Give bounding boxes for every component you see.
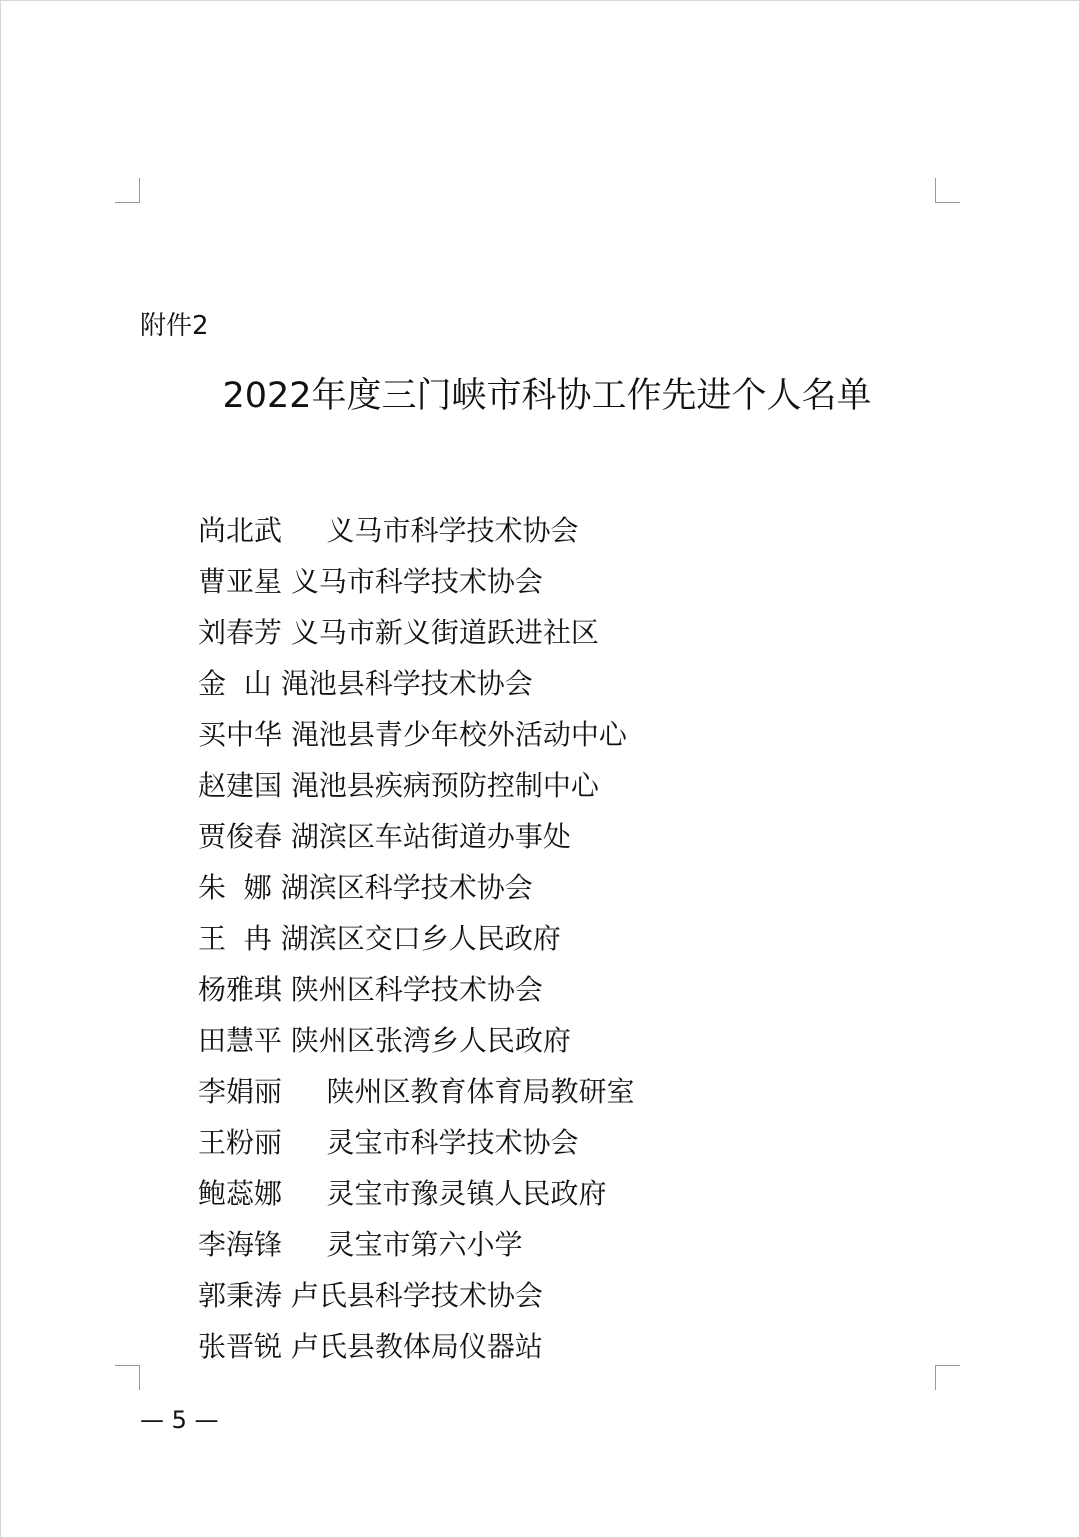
organization: 灵宝市科学技术协会 <box>326 1126 579 1159</box>
person-name: 曹亚星 <box>198 565 283 598</box>
separator <box>282 1270 291 1321</box>
list-item <box>198 1168 635 1219</box>
organization: 灵宝市第六小学 <box>326 1228 523 1261</box>
separator <box>282 1321 291 1372</box>
person-name: 贾俊春 <box>198 820 283 853</box>
separator <box>272 862 281 913</box>
list-item <box>198 862 635 913</box>
separator <box>282 964 291 1015</box>
list-item <box>198 964 635 1015</box>
list-item <box>198 556 635 607</box>
person-name: 李海锋 <box>198 1228 283 1261</box>
separator <box>282 709 291 760</box>
person-name: 朱 娜 <box>198 871 272 904</box>
separator <box>282 760 291 811</box>
person-name: 王 冉 <box>198 922 272 955</box>
organization: 渑池县疾病预防控制中心 <box>290 769 599 802</box>
organization: 卢氏县教体局仪器站 <box>290 1330 543 1363</box>
person-name: 赵建国 <box>198 769 283 802</box>
organization: 义马市科学技术协会 <box>290 565 543 598</box>
person-name: 王粉丽 <box>198 1126 283 1159</box>
crop-mark-top-left <box>115 178 140 203</box>
organization: 义马市新义街道跃进社区 <box>290 616 599 649</box>
list-item <box>198 811 635 862</box>
list-item <box>198 1117 635 1168</box>
person-name: 田慧平 <box>198 1024 283 1057</box>
person-name: 刘春芳 <box>198 616 283 649</box>
list-item <box>198 1066 635 1117</box>
person-name: 杨雅琪 <box>198 973 283 1006</box>
document-title: 2022年度三门峡市科协工作先进个人名单 <box>222 376 872 416</box>
separator <box>282 1168 327 1219</box>
list-item <box>198 913 635 964</box>
awardee-list <box>198 505 635 1372</box>
person-name: 郭秉涛 <box>198 1279 283 1312</box>
list-item <box>198 658 635 709</box>
separator <box>282 811 291 862</box>
list-item <box>198 760 635 811</box>
separator <box>282 607 291 658</box>
organization: 义马市科学技术协会 <box>326 514 579 547</box>
separator <box>282 1117 327 1168</box>
list-item <box>198 607 635 658</box>
organization: 卢氏县科学技术协会 <box>290 1279 543 1312</box>
separator <box>282 1066 327 1117</box>
organization: 陕州区教育体育局教研室 <box>326 1075 635 1108</box>
crop-mark-bottom-right <box>935 1365 960 1390</box>
separator <box>282 556 291 607</box>
list-item <box>198 1219 635 1270</box>
separator <box>272 658 281 709</box>
list-item <box>198 1015 635 1066</box>
list-item <box>198 1321 635 1372</box>
separator <box>282 1015 291 1066</box>
separator <box>272 913 281 964</box>
separator <box>282 505 327 556</box>
page-number: — 5 — <box>140 1406 219 1434</box>
person-name: 张晋锐 <box>198 1330 283 1363</box>
organization: 湖滨区车站街道办事处 <box>290 820 571 853</box>
crop-mark-bottom-left <box>115 1365 140 1390</box>
list-item <box>198 505 635 556</box>
attachment-label: 附件2 <box>140 311 209 341</box>
organization: 陕州区张湾乡人民政府 <box>290 1024 571 1057</box>
organization: 湖滨区交口乡人民政府 <box>280 922 561 955</box>
organization: 陕州区科学技术协会 <box>290 973 543 1006</box>
list-item <box>198 1270 635 1321</box>
organization: 渑池县科学技术协会 <box>280 667 533 700</box>
person-name: 鲍蕊娜 <box>198 1177 283 1210</box>
organization: 灵宝市豫灵镇人民政府 <box>326 1177 607 1210</box>
person-name: 尚北武 <box>198 514 283 547</box>
person-name: 买中华 <box>198 718 283 751</box>
person-name: 李娟丽 <box>198 1075 283 1108</box>
crop-mark-top-right <box>935 178 960 203</box>
organization: 渑池县青少年校外活动中心 <box>290 718 627 751</box>
separator <box>282 1219 327 1270</box>
list-item <box>198 709 635 760</box>
person-name: 金 山 <box>198 667 272 700</box>
organization: 湖滨区科学技术协会 <box>280 871 533 904</box>
